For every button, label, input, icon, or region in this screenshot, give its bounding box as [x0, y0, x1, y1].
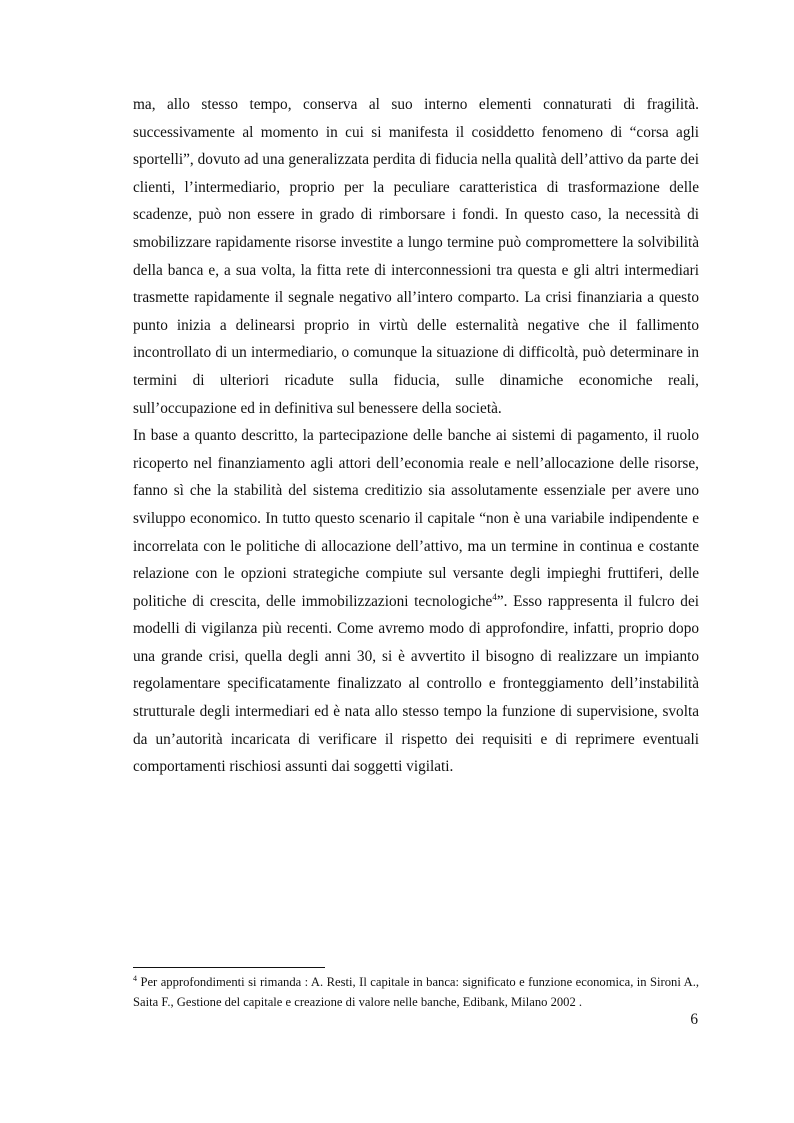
- paragraph-2-text-before-note: In base a quanto descritto, la partecipazione delle banche ai sistemi di pagamento, il ruolo ricoperto nel finanziamento agli attori dell’economia reale e nell’allocazione delle risorse, fanno sì che la stabilità del sistema creditizio sia assolutamente essenziale per avere uno sviluppo economico. In tutto questo scenario il capitale “non è una variabile indipendente e incorrelata con le politiche di allocazione dell’attivo, ma un termine in continua e costante relazione con le opzioni strategiche compiute sul versante degli impieghi fruttiferi, delle politiche di crescita, delle immobilizzazioni tecnologiche: [133, 427, 699, 610]
- footnote-marker: 4: [133, 974, 137, 983]
- body-text: [133, 91, 699, 781]
- page-number: 6: [690, 1011, 698, 1028]
- footnote-separator: [133, 967, 325, 968]
- footnote-text: Per approfondimenti si rimanda : A. Resti, Il capitale in banca: significato e funzione economica, in Sironi A., Saita F., Gestione del capitale e creazione di valore nelle banche, Edibank, Milano 2002 .: [133, 975, 699, 1009]
- paragraph-2: [133, 422, 699, 781]
- paragraph-1-text: ma, allo stesso tempo, conserva al suo interno elementi connaturati di fragilità. successivamente al momento in cui si manifesta il cosiddetto fenomeno di “corsa agli sportelli”, dovuto ad una generalizzata perdita di fiducia nella qualità dell’attivo da parte dei clienti, l’intermediario, proprio per la peculiare caratteristica di trasformazione delle scadenze, può non essere in grado di rimborsare i fondi. In questo caso, la necessità di smobilizzare rapidamente risorse investite a lungo termine può compromettere la solvibilità della banca e, a sua volta, la fitta rete di interconnessioni tra questa e gli altri intermediari trasmette rapidamente il segnale negativo all’intero comparto. La crisi finanziaria a questo punto inizia a delinearsi proprio in virtù delle esternalità negative che il fallimento incontrollato di un intermediario, o comunque la situazione di difficoltà, può determinare in termini di ulteriori ricadute sulla fiducia, sulle dinamiche economiche reali, sull’occupazione ed in definitiva sul benessere della società.: [133, 96, 699, 417]
- paragraph-1: [133, 91, 699, 422]
- footnote-reference[interactable]: 4: [492, 591, 497, 602]
- paragraph-2-text-after-note: ”. Esso rappresenta il fulcro dei modelli di vigilanza più recenti. Come avremo modo di approfondire, infatti, proprio dopo una grande crisi, quella degli anni 30, si è avvertito il bisogno di realizzare un impianto regolamentare specificatamente finalizzato al controllo e fronteggiamento dell’instabilità strutturale degli intermediari ed è nata allo stesso tempo la funzione di supervisione, svolta da un’autorità incaricata di verificare il rispetto dei requisiti e di reprimere eventuali comportamenti rischiosi assunti dai soggetti vigilati.: [133, 592, 699, 776]
- footnote: [133, 972, 699, 1012]
